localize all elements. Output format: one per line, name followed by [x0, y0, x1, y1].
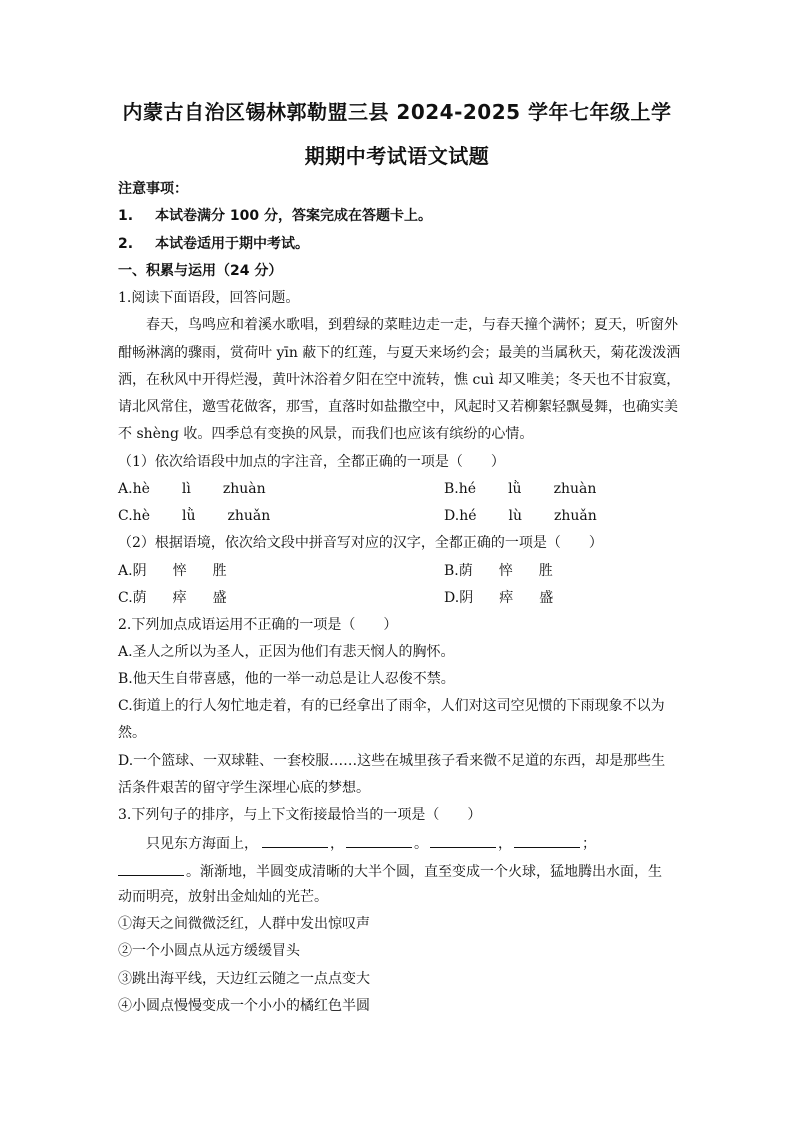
option-b[interactable]: B.hé lǜ zhuàn — [444, 481, 597, 497]
option-c[interactable]: C.荫 瘁 盛 — [118, 590, 227, 606]
exam-title-line1: 内蒙古自治区锡林郭勒盟三县 2024-2025 学年七年级上学 — [122, 100, 672, 124]
notice-item-text: 本试卷满分 100 分，答案完成在答题卡上。 — [155, 208, 433, 224]
notice-item-1 — [118, 207, 432, 225]
subquestion-1-stem: （1）依次给语段中加点的字注音，全都正确的一项是（ ） — [118, 454, 505, 470]
notice-item-text: 本试卷适用于期中考试。 — [155, 236, 310, 252]
answer-blank[interactable] — [262, 833, 328, 848]
sentence-item-2: ②一个小圆点从远方缓缓冒头 — [118, 943, 300, 959]
question-1-stem: 1.阅读下面语段，回答问题。 — [118, 290, 300, 306]
passage-line: 只见东方海面上， ， 。 ， ； — [146, 833, 596, 853]
notice-item-2 — [118, 235, 309, 253]
passage-line: 。渐渐地，半圆变成清晰的大半个圆，直至变成一个火球，猛地腾出水面，生 — [118, 861, 662, 881]
answer-blank[interactable] — [430, 833, 496, 848]
option-c[interactable]: C.街道上的行人匆忙地走着，有的已经拿出了雨伞，人们对这司空见惯的下雨现象不以为 — [118, 698, 665, 714]
answer-blank[interactable] — [514, 833, 580, 848]
sentence-item-1: ①海天之间微微泛红，人群中发出惊叹声 — [118, 916, 370, 932]
option-a[interactable]: A.圣人之所以为圣人，正因为他们有悲天悯人的胸怀。 — [118, 644, 455, 660]
notice-heading: 注意事项： — [118, 181, 188, 197]
option-c[interactable]: C.hè lǜ zhuǎn — [118, 508, 271, 524]
option-a[interactable]: A.阴 悴 胜 — [118, 563, 227, 579]
exam-title-line2: 期期中考试语文试题 — [304, 144, 490, 168]
section-heading: 一、积累与运用（24 分） — [118, 263, 283, 279]
option-d-continued: 活条件艰苦的留守学生深埋心底的梦想。 — [118, 780, 370, 796]
passage-line: 动而明亮，放射出金灿灿的光芒。 — [118, 889, 328, 905]
passage-line: 春天，鸟鸣应和着溪水歌唱，到碧绿的菜畦边走一走，与春天撞个满怀；夏天，听窗外 — [146, 317, 678, 333]
option-a[interactable]: A.hè lì zhuàn — [118, 481, 266, 497]
option-d[interactable]: D.阴 瘁 盛 — [444, 590, 554, 606]
sentence-item-4: ④小圆点慢慢变成一个小小的橘红色半圆 — [118, 998, 370, 1014]
option-d[interactable]: D.一个篮球、一双球鞋、一套校服……这些在城里孩子看来微不足道的东西，却是那些生 — [118, 753, 666, 769]
answer-blank[interactable] — [346, 833, 412, 848]
option-b[interactable]: B.他天生自带喜感，他的一举一动总是让人忍俊不禁。 — [118, 671, 455, 687]
option-b[interactable]: B.荫 悴 胜 — [444, 563, 553, 579]
passage-line: 酣畅淋漓的骤雨，赏荷叶 yīn 蔽下的红莲，与夏天来场约会；最美的当属秋天，菊花泼泼洒 — [118, 345, 681, 361]
question-3-stem: 3.下列句子的排序，与上下文衔接最恰当的一项是（ ） — [118, 807, 482, 823]
subquestion-2-stem: （2）根据语境，依次给文段中拼音写对应的汉字，全都正确的一项是（ ） — [118, 535, 603, 551]
passage-line: 请北风常住，邀雪花做客，那雪，直落时如盐撒空中，风起时又若柳絮轻飘曼舞，也确实美 — [118, 399, 678, 415]
option-d[interactable]: D.hé lù zhuǎn — [444, 508, 597, 524]
notice-item-number: 2. — [118, 236, 134, 252]
sentence-item-3: ③跳出海平线，天边红云随之一点点变大 — [118, 971, 370, 987]
passage-line: 不 shèng 收。四季总有变换的风景，而我们也应该有缤纷的心情。 — [118, 426, 534, 442]
passage-line: 洒，在秋风中开得烂漫，黄叶沐浴着夕阳在空中流转，憔 cuì 却又唯美；冬天也不甘寂寞， — [118, 372, 681, 388]
option-c-continued: 然。 — [118, 725, 146, 741]
question-2-stem: 2.下列加点成语运用不正确的一项是（ ） — [118, 617, 398, 633]
notice-item-number: 1. — [118, 208, 134, 224]
answer-blank[interactable] — [118, 861, 184, 876]
